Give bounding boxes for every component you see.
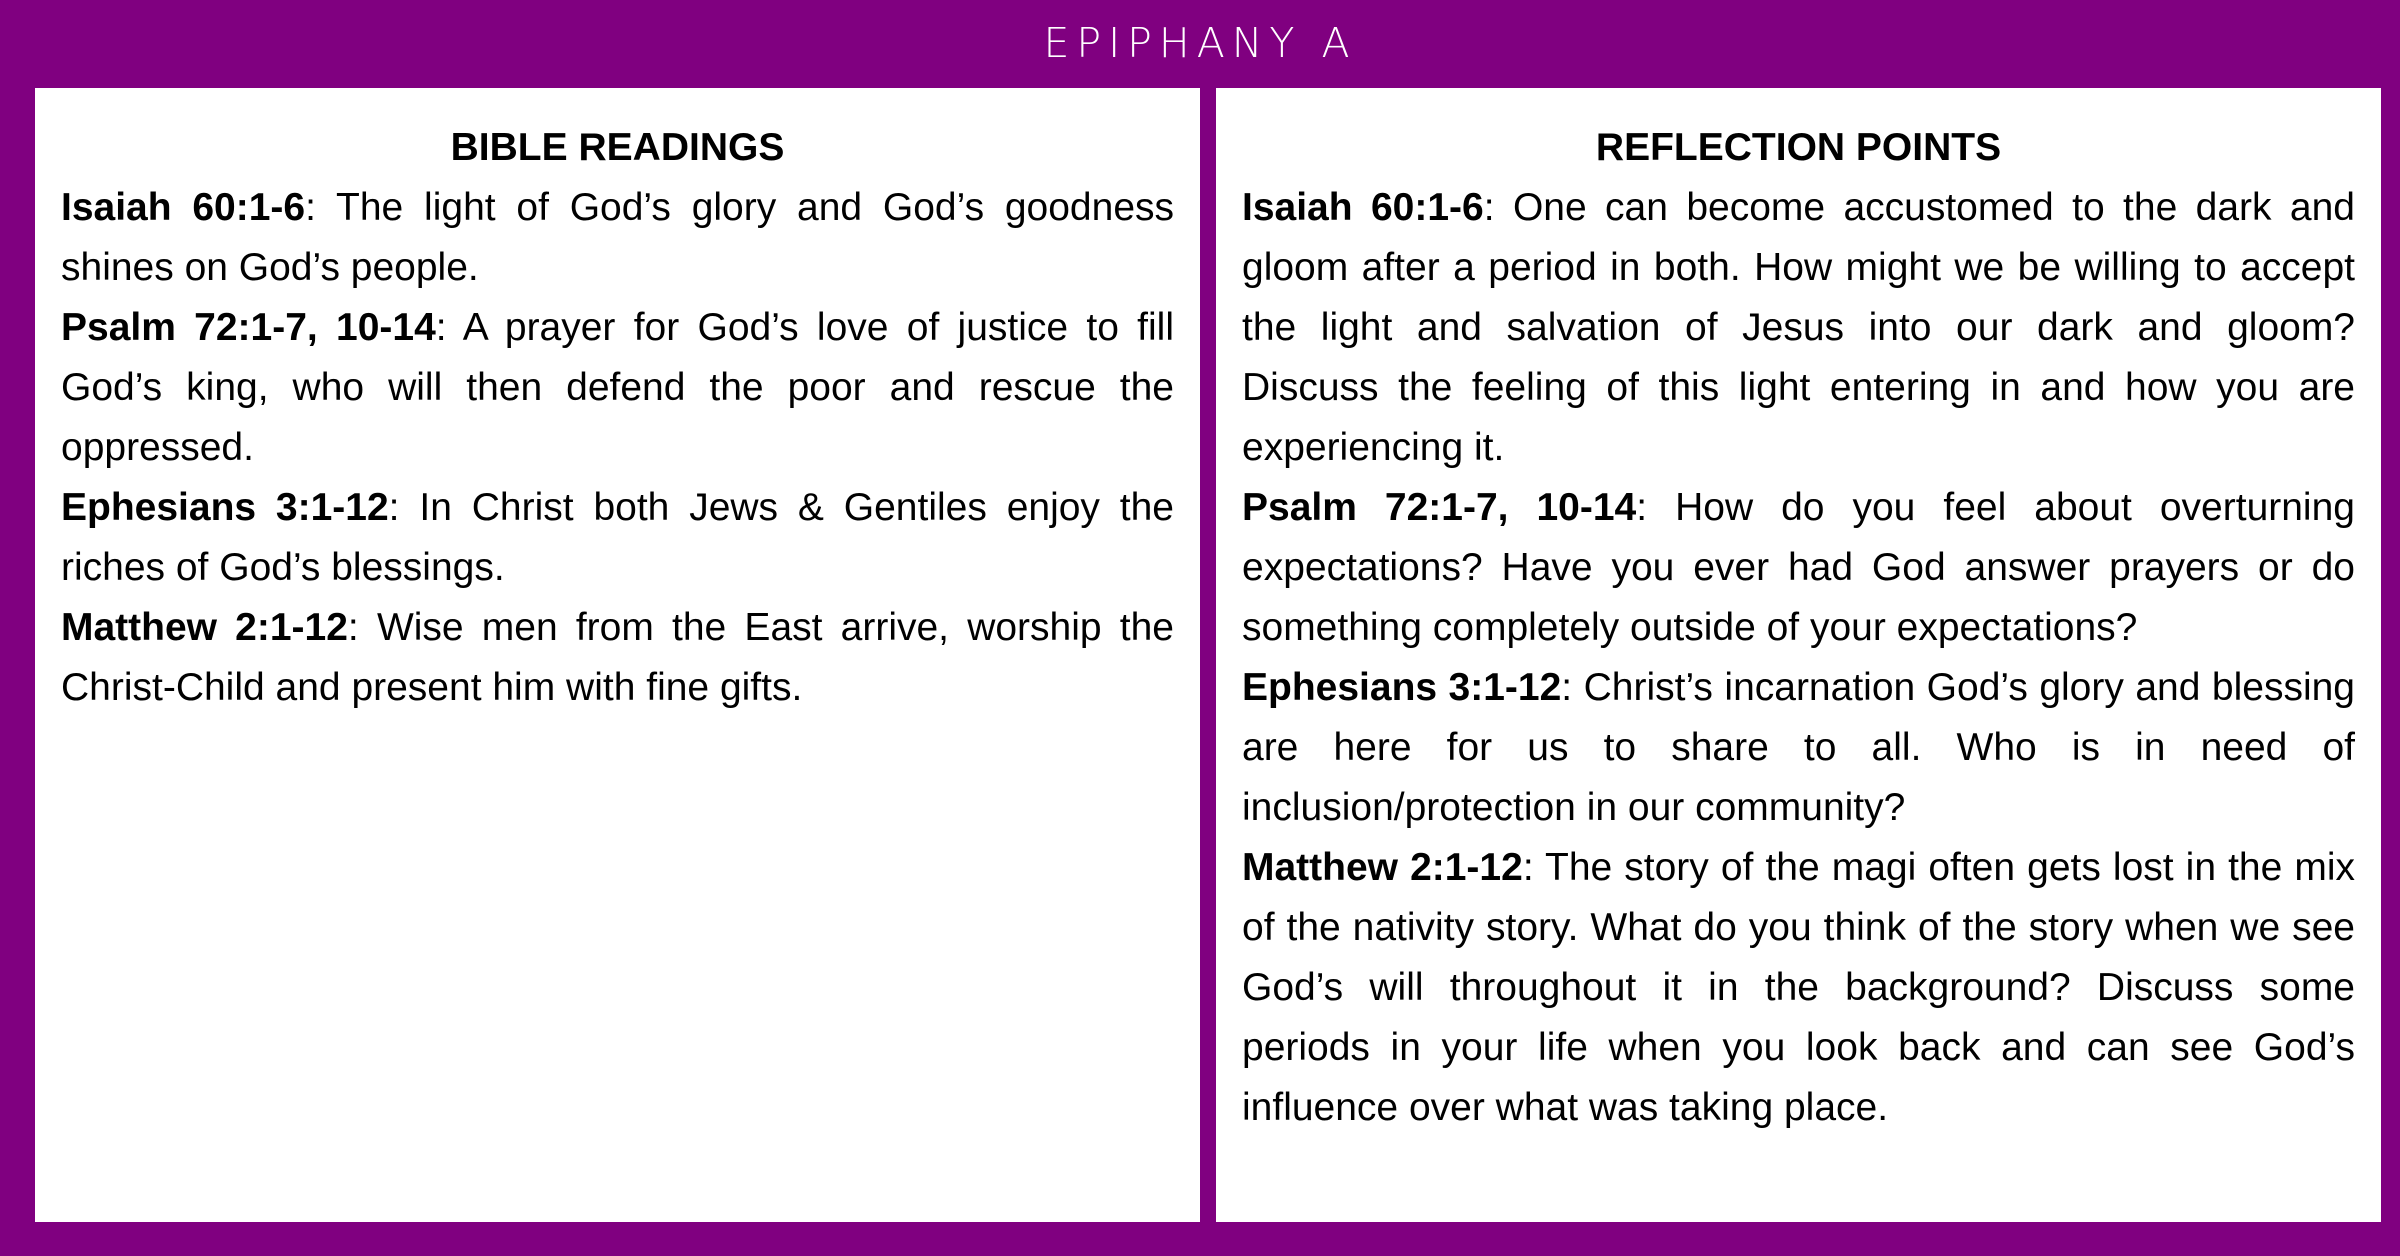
reading-reference: Isaiah 60:1-6 (61, 186, 306, 229)
reflection-separator: : (1636, 486, 1648, 529)
page-title: EPIPHANY A (1043, 19, 1357, 67)
reading-summary: A prayer for God’s love of justice to fill God’s king, who will then defend the poor and rescue the oppressed. (61, 306, 1174, 469)
reading-reference: Matthew 2:1-12 (61, 606, 348, 649)
reflection-reference: Ephesians 3:1-12 (1242, 666, 1562, 709)
reading-entry-isaiah (61, 178, 1174, 298)
reflection-entry-ephesians (1242, 658, 2355, 838)
reading-separator: : (388, 486, 400, 529)
reading-reference: Psalm 72:1-7, 10-14 (61, 306, 436, 349)
reflection-entry-psalm (1242, 478, 2355, 658)
reflection-entry-matthew (1242, 838, 2355, 1138)
reflection-entry-isaiah (1242, 178, 2355, 478)
reading-separator: : (347, 606, 359, 649)
reflection-text: One can become accustomed to the dark and gloom after a period in both. How might we be willing to accept the light and salvation of Jesus into our dark and gloom? Discuss the feeling of this light entering in and how you are experiencing it. (1242, 186, 2355, 469)
reading-entry-ephesians (61, 478, 1174, 598)
reflection-text: Christ’s incarnation God’s glory and blessing are here for us to share to all. Who is in need of inclusion/protection in our community? (1242, 666, 2355, 829)
reflection-separator: : (1483, 186, 1495, 229)
reading-separator: : (305, 186, 316, 229)
reading-summary: Wise men from the East arrive, worship the Christ-Child and present him with fine gifts. (61, 606, 1174, 709)
bible-readings-panel (35, 88, 1200, 1222)
reflection-reference: Matthew 2:1-12 (1242, 846, 1523, 889)
reading-summary: The light of God’s glory and God’s goodness shines on God’s people. (61, 186, 1175, 289)
reflection-text: The story of the magi often gets lost in the mix of the nativity story. What do you think of the story when we see God’s will throughout it in the background? Discuss some periods in your life when you look back and can see God’s influence over what was taking place. (1242, 846, 2356, 1129)
reflection-reference: Psalm 72:1-7, 10-14 (1242, 486, 1637, 529)
reflection-reference: Isaiah 60:1-6 (1242, 186, 1484, 229)
reading-entry-psalm (61, 298, 1174, 478)
bible-readings-title: BIBLE READINGS (450, 126, 785, 169)
reading-reference: Ephesians 3:1-12 (61, 486, 389, 529)
reading-summary: In Christ both Jews & Gentiles enjoy the riches of God’s blessings. (61, 486, 1174, 589)
reflection-points-list (1242, 178, 2355, 1138)
reflection-separator: : (1561, 666, 1573, 709)
reflection-points-panel (1216, 88, 2381, 1222)
reading-entry-matthew (61, 598, 1174, 718)
reflection-separator: : (1522, 846, 1534, 889)
reflection-points-title: REFLECTION POINTS (1595, 126, 2002, 169)
reading-separator: : (435, 306, 447, 349)
reflection-text: How do you feel about overturning expectations? Have you ever had God answer prayers or do something completely outside of your expectations? (1242, 486, 2355, 649)
bible-readings-list (61, 178, 1174, 718)
